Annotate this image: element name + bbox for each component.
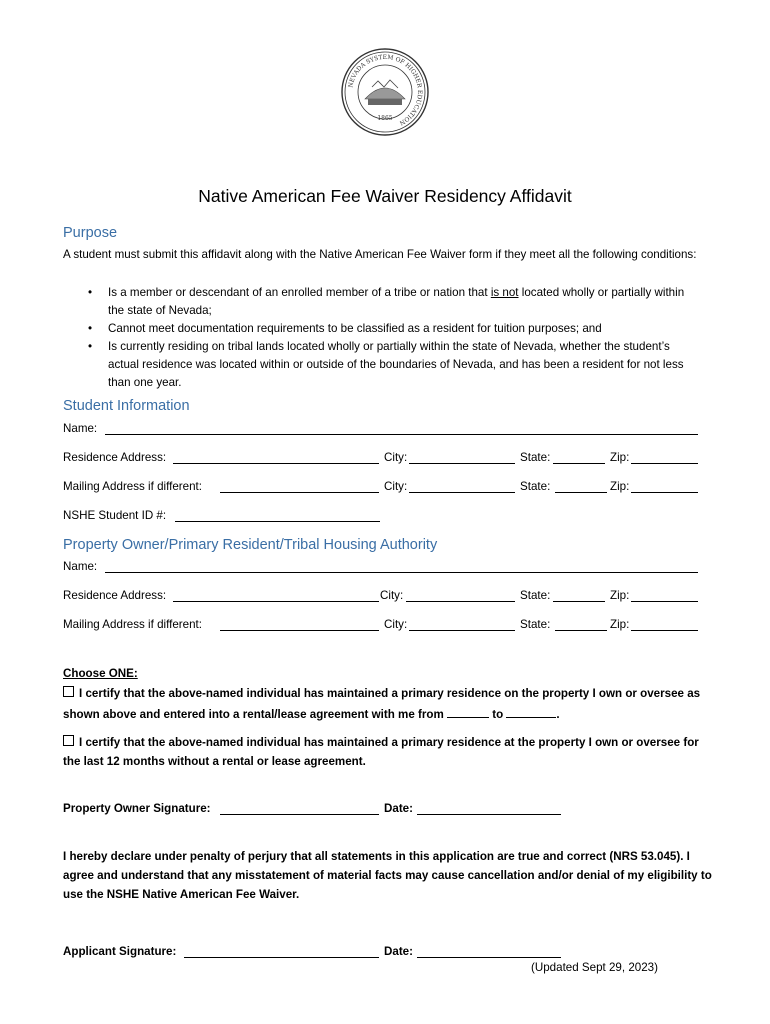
owner-mailing-city-label: City: [384, 618, 408, 631]
student-city-input[interactable] [409, 449, 515, 464]
option-1-to-text: to [492, 708, 504, 721]
option-2-checkbox[interactable] [63, 735, 74, 746]
owner-name-label: Name: [63, 560, 98, 573]
student-mailing-state-label: State: [520, 480, 551, 493]
purpose-heading: Purpose [63, 225, 118, 241]
list-item: • Is a member or descendant of an enrolled member of a tribe or nation that is not located wholly or partially within the state of Nevada; [88, 286, 685, 317]
option-1-text: I certify that the above-named individual has maintained a primary residence on the property I own or oversee as shown above and entered into a rental/lease agreement with me from [63, 687, 701, 721]
conditions-list [63, 284, 703, 392]
applicant-date-input[interactable] [417, 943, 561, 958]
student-mailing-label: Mailing Address if different: [63, 480, 202, 493]
student-mailing-city-label: City: [384, 480, 408, 493]
purpose-intro: A student must submit this affidavit along with the Native American Fee Waiver form if they meet all the following conditions: [63, 248, 697, 261]
owner-city-input[interactable] [406, 587, 515, 602]
student-info-heading: Student Information [63, 398, 190, 414]
page-title: Native American Fee Waiver Residency Affidavit [198, 186, 572, 206]
owner-mailing-input[interactable] [220, 616, 379, 631]
option-1-checkbox[interactable] [63, 686, 74, 697]
owner-date-input[interactable] [417, 800, 561, 815]
student-mailing-zip-label: Zip: [610, 480, 630, 493]
owner-heading: Property Owner/Primary Resident/Tribal Housing Authority [63, 537, 438, 553]
owner-mailing-zip-label: Zip: [610, 618, 630, 631]
student-id-row [63, 507, 703, 525]
student-city-label: City: [384, 451, 408, 464]
owner-state-input[interactable] [553, 587, 605, 602]
option-2-text: I certify that the above-named individual has maintained a primary residence at the property I own or oversee for the last 12 months without a rental or lease agreement. [63, 736, 699, 768]
owner-signature-label: Property Owner Signature: [63, 802, 211, 815]
student-residence-row [63, 449, 703, 467]
owner-zip-label: Zip: [610, 589, 630, 602]
owner-mailing-state-label: State: [520, 618, 551, 631]
owner-residence-row [63, 587, 703, 605]
nshe-seal-logo [340, 47, 430, 137]
lease-from-input[interactable] [447, 703, 489, 718]
owner-zip-input[interactable] [631, 587, 698, 602]
declaration-text: I hereby declare under penalty of perjury that all statements in this application are true and correct (NRS 53.045). I agree and understand that any misstatement of material facts may cause cancellation and/or denial of my eligibility to use the NSHE Native American Fee Waiver. [63, 850, 712, 901]
student-residence-input[interactable] [173, 449, 379, 464]
choose-heading: Choose ONE: [63, 667, 138, 680]
option-2 [63, 733, 713, 771]
owner-name-input[interactable] [105, 558, 698, 573]
student-mailing-city-input[interactable] [409, 478, 515, 493]
student-mailing-zip-input[interactable] [631, 478, 698, 493]
student-mailing-row [63, 478, 703, 496]
option-1: I certify that the above-named individual has maintained a primary residence on the property I own or oversee as shown above and entered into a rental/lease agreement with me from to . [63, 687, 701, 721]
list-item: • Is currently residing on tribal lands located wholly or partially within the state of Nevada, whether the student’s actual residence was located within or outside of the boundaries of Nevada, and has been a resident for not less than one year. [88, 340, 684, 389]
student-mailing-input[interactable] [220, 478, 379, 493]
owner-signature-row [63, 800, 703, 818]
student-zip-input[interactable] [631, 449, 698, 464]
student-name-row [63, 420, 703, 438]
student-mailing-state-input[interactable] [555, 478, 607, 493]
owner-date-label: Date: [384, 802, 413, 815]
owner-residence-label: Residence Address: [63, 589, 167, 602]
applicant-signature-row [63, 943, 703, 961]
student-state-label: State: [520, 451, 551, 464]
student-residence-label: Residence Address: [63, 451, 167, 464]
student-id-label: NSHE Student ID #: [63, 509, 167, 522]
applicant-signature-label: Applicant Signature: [63, 945, 177, 958]
student-name-label: Name: [63, 422, 98, 435]
student-name-input[interactable] [105, 420, 698, 435]
owner-mailing-label: Mailing Address if different: [63, 618, 202, 631]
owner-mailing-city-input[interactable] [409, 616, 515, 631]
student-id-input[interactable] [175, 507, 380, 522]
owner-signature-input[interactable] [220, 800, 379, 815]
seal-year: 1865 [377, 115, 393, 122]
seal-text: NEVADA SYSTEM OF HIGHER EDUCATION [347, 53, 424, 127]
applicant-date-label: Date: [384, 945, 413, 958]
owner-mailing-row [63, 616, 703, 634]
applicant-signature-input[interactable] [184, 943, 379, 958]
lease-to-input[interactable] [506, 703, 556, 718]
student-zip-label: Zip: [610, 451, 630, 464]
owner-state-label: State: [520, 589, 551, 602]
list-item: • Cannot meet documentation requirements to be classified as a resident for tuition purposes; and [88, 322, 602, 335]
owner-city-label: City: [380, 589, 404, 602]
student-state-input[interactable] [553, 449, 605, 464]
owner-mailing-zip-input[interactable] [631, 616, 698, 631]
owner-mailing-state-input[interactable] [555, 616, 607, 631]
owner-residence-input[interactable] [173, 587, 379, 602]
updated-note: (Updated Sept 29, 2023) [531, 961, 658, 974]
owner-name-row [63, 558, 703, 576]
